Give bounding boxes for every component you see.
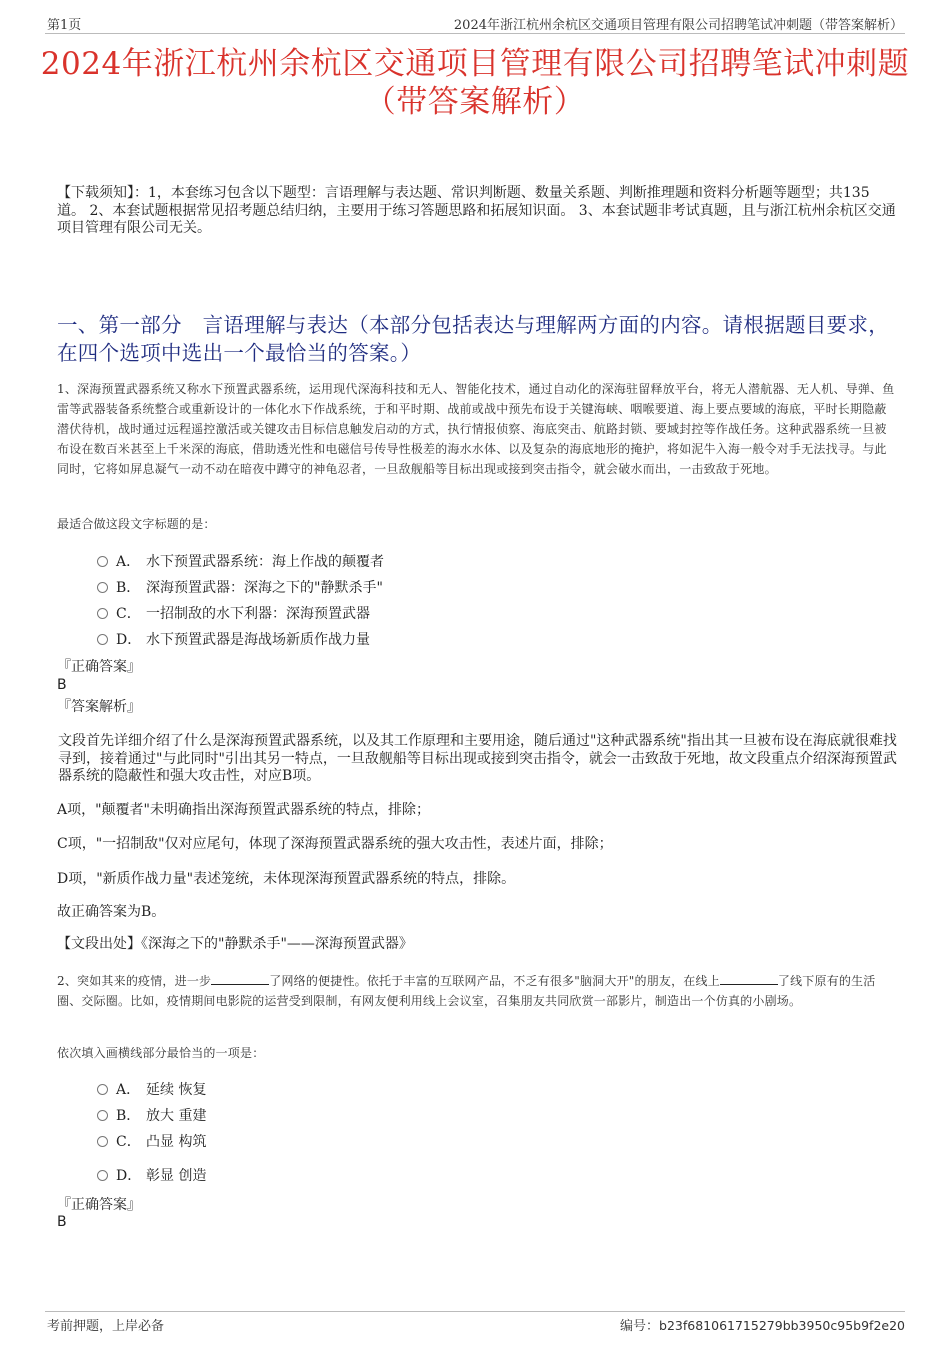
question-1-stem: 1、深海预置武器系统又称水下预置武器系统，运用现代深海科技和无人、智能化技术，通过自动化的深海驻留释放平台，将无人潜航器、无人机、导弹、鱼雷等武器装备系统整合或重新设计的一体化水下作战系统，于和平时期、战前或战中预先布设于关键海峡、咽喉要道、海上要点要域的海底，平时长期隐蔽潜伏待机，战时通过远程遥控激活或关键攻击目标信息触发启动的方式，执行情报侦察、海底突击、航路封锁、要域封控等作战任务。这种武器系统一旦被布设在数百米甚至上千米深的海底，借助透光性和电磁信号传导性极差的海水水体、以及复杂的海底地形的掩护，将如泥牛入海一般令对手无法找寻。与此同时，它将如屏息凝气一动不动在暗夜中蹲守的神龟忍者，一旦敌舰船等目标出现或接到突击指令，就会破水而出，一击致敌于死地。 [57,382,895,476]
page-number: 第1页 [47,18,82,33]
q2-option-d[interactable]: D． 彰显 创造 [97,1166,206,1186]
fill-blank-2 [720,972,778,985]
q2-option-b[interactable]: B． 放大 重建 [97,1106,206,1126]
radio-icon[interactable] [97,556,108,567]
radio-icon[interactable] [97,634,108,645]
document-code: 编号：b23f681061715279bb3950c95b9f2e20 [620,1318,905,1334]
footer-slogan: 考前押题，上岸必备 [47,1319,165,1334]
q1-source: 【文段出处】《深海之下的"静默杀手"——深海预置武器》 [57,936,413,952]
q2-answer-label: 『正确答案』 [57,1197,141,1213]
footer-divider [45,1311,905,1312]
q1-answer: B [57,677,67,693]
document-title: 2024年浙江杭州余杭区交通项目管理有限公司招聘笔试冲刺题 [40,46,910,82]
radio-icon[interactable] [97,1084,108,1095]
radio-icon[interactable] [97,1110,108,1121]
q1-analysis-conclusion: 故正确答案为B。 [57,904,166,920]
q1-analysis-c: C项，"一招制敌"仅对应尾句，体现了深海预置武器系统的强大攻击性，表述片面，排除； [57,836,613,852]
document-subtitle: （带答案解析） [364,84,586,120]
radio-icon[interactable] [97,1136,108,1147]
download-notice: 【下载须知】：1，本套练习包含以下题型：言语理解与表达题、常识判断题、数量关系题、判断推理题和资料分析题等题型；共135道。 2、本套试题根据常见招考题总结归纳，主要用于练习答题思路和拓展知识面。 3、本套试题非考试真题，且与浙江杭州余杭区交通项目管理有限公司无关。 [57,185,896,236]
q2-option-c[interactable]: C． 凸显 构筑 [97,1132,206,1152]
fill-blank-1 [211,972,269,985]
question-2-ask: 依次填入画横线部分最恰当的一项是： [57,1046,265,1060]
q2-answer: B [57,1214,67,1230]
q1-analysis-a: A项，"颠覆者"未明确指出深海预置武器系统的特点，排除； [57,802,430,818]
running-title: 2024年浙江杭州余杭区交通项目管理有限公司招聘笔试冲刺题（带答案解析） [453,18,903,33]
radio-icon[interactable] [97,608,108,619]
q2-option-a[interactable]: A． 延续 恢复 [97,1080,206,1100]
q1-analysis-d: D项，"新质作战力量"表述笼统，未体现深海预置武器系统的特点，排除。 [57,871,516,887]
q1-option-a[interactable]: A． 水下预置武器系统：海上作战的颠覆者 [97,552,384,572]
q1-option-b[interactable]: B． 深海预置武器：深海之下的"静默杀手" [97,578,383,598]
q1-analysis-para: 文段首先详细介绍了什么是深海预置武器系统，以及其工作原理和主要用途，随后通过"这种武器系统"指出其一旦被布设在海底就很难找寻到，接着通过"与此同时"引出其另一特点，一旦敌舰船等目标出现或接到突击指令，就会一击致敌于死地，故文段重点介绍深海预置武器系统的隐蔽性和强大攻击性，对应B项。 [58,733,897,784]
q1-analysis-label: 『答案解析』 [57,699,141,715]
question-2-stem: 2、突如其来的疫情，进一步 了网络的便捷性。依托于丰富的互联网产品，不乏有很多"脑洞大开"的朋友，在线上 了线下原有的生活圈、交际圈。比如，疫情期间电影院的运营受到限制，有网友便利用线上会议室，召集朋友共同欣赏一部影片，制造出一个仿真的小剧场。 [57,974,876,1008]
question-1-ask: 最适合做这段文字标题的是： [57,517,216,531]
radio-icon[interactable] [97,1170,108,1181]
radio-icon[interactable] [97,582,108,593]
q1-answer-label: 『正确答案』 [57,659,141,675]
section-heading: 一、第一部分 言语理解与表达（本部分包括表达与理解两方面的内容。请根据题目要求，在四个选项中选出一个最恰当的答案。） [57,313,889,365]
q1-option-d[interactable]: D． 水下预置武器是海战场新质作战力量 [97,630,370,650]
header-divider [45,33,905,34]
q1-option-c[interactable]: C． 一招制敌的水下利器：深海预置武器 [97,604,370,624]
